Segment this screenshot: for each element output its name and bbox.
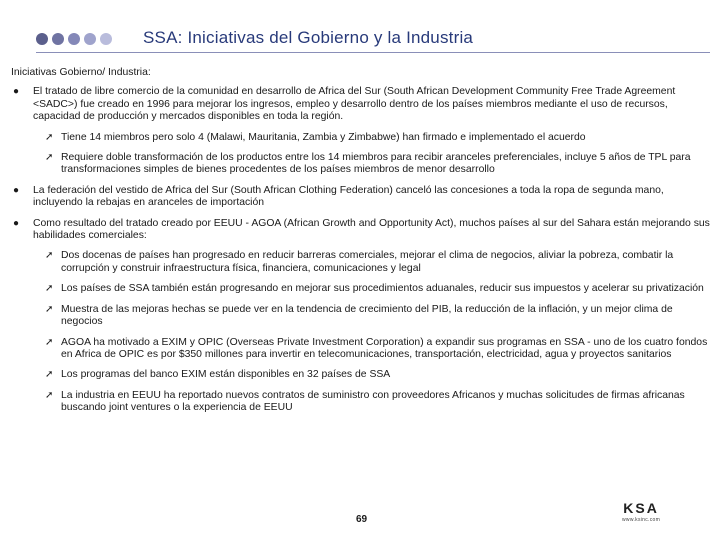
dot-icon xyxy=(36,33,48,45)
page-number: 69 xyxy=(356,514,368,525)
sub-bullet-item xyxy=(11,369,711,381)
dot-icon xyxy=(84,33,96,45)
bullet-text: Como resultado del tratado creado por EEUU - AGOA (African Growth and Opportunity Act), muchos países al sur del Sahara están mejorando sus habilidades comerciales: xyxy=(33,217,710,242)
arrow-bullet-icon: ➚ xyxy=(45,369,54,381)
arrow-bullet-icon: ➚ xyxy=(45,283,54,295)
dot-icon xyxy=(68,33,80,45)
bullet-item xyxy=(11,86,711,123)
sub-bullet-text: La industria en EEUU ha reportado nuevos contratos de suministro con proveedores Africanos y muchas solicitudes de firmas africanas buscando joint ventures o la experiencia de EEUU xyxy=(61,389,685,414)
sub-bullet-text: Tiene 14 miembros pero solo 4 (Malawi, Mauritania, Zambia y Zimbabwe) han firmado e implementado el acuerdo xyxy=(61,131,586,143)
sub-bullet-item xyxy=(11,283,711,295)
arrow-bullet-icon: ➚ xyxy=(45,131,54,143)
bullet-icon: ● xyxy=(13,86,20,98)
arrow-bullet-icon: ➚ xyxy=(45,250,54,262)
arrow-bullet-icon: ➚ xyxy=(45,336,54,348)
dot-icon xyxy=(100,33,112,45)
sub-bullet-item xyxy=(11,304,711,329)
sub-bullet-text: Muestra de las mejoras hechas se puede ver en la tendencia de crecimiento del PIB, la reducción de la inflación, y un mejor clima de negocios xyxy=(61,303,673,328)
sub-bullet-text: Los programas del banco EXIM están disponibles en 32 países de SSA xyxy=(61,369,391,381)
section-heading: Iniciativas Gobierno/ Industria: xyxy=(11,67,151,78)
company-logo xyxy=(622,500,660,523)
arrow-bullet-icon: ➚ xyxy=(45,303,54,315)
sub-bullet-item xyxy=(11,250,711,275)
slide-content xyxy=(11,67,711,423)
sub-bullet-item xyxy=(11,132,711,144)
sub-bullet-text: Dos docenas de países han progresado en reducir barreras comerciales, mejorar el clima de negocios, aliviar la pobreza, combatir la corrupción y construir infraestructura física, financiera, comunicaciones y legal xyxy=(61,250,674,274)
logo-subtitle: www.ksinc.com xyxy=(622,517,661,523)
bullet-text: El tratado de libre comercio de la comunidad en desarrollo de Africa del Sur (South African Development Community Free Trade Agreement <SADC>) fue creado en 1996 para mejorar los ingresos, empleo y desarrollo dentro de los países miembros mediante el uso de recursos, capacidad de producción y mercados disponibles en toda la región. xyxy=(33,86,676,123)
bullet-icon: ● xyxy=(13,217,20,229)
logo-text: KSA xyxy=(623,500,659,516)
bullet-text: La federación del vestido de Africa del Sur (South African Clothing Federation) canceló las concesiones a toda la ropa de segunda mano, incluyendo la rebajas en aranceles de importación xyxy=(33,184,664,209)
title-divider xyxy=(36,52,710,53)
sub-bullet-item xyxy=(11,152,711,177)
bullet-item xyxy=(11,218,711,243)
sub-bullet-text: AGOA ha motivado a EXIM y OPIC (Overseas Private Investment Corporation) a expandir sus programas en SSA - uno de los cuatro fondos en Africa de OPIC es por $350 millones para invertir en telecomunicaciones, transportación, electricidad, agua y proyectos sanitarios xyxy=(61,336,708,360)
sub-bullet-text: Los países de SSA también están progresando en mejorar sus procedimientos aduanales, reducir sus impuestos y acelerar su privatización xyxy=(61,283,704,295)
sub-bullet-item xyxy=(11,390,711,415)
sub-bullet-text: Requiere doble transformación de los productos entre los 14 miembros para recibir aranceles preferenciales, incluye 5 años de TPL para transformaciones simples de bienes procedentes de los países miembros de menor desarrollo xyxy=(61,152,691,176)
arrow-bullet-icon: ➚ xyxy=(45,152,54,164)
dot-icon xyxy=(52,33,64,45)
decorative-dots xyxy=(36,33,112,45)
bullet-item xyxy=(11,185,711,210)
page-title: SSA: Iniciativas del Gobierno y la Industria xyxy=(143,28,474,47)
arrow-bullet-icon: ➚ xyxy=(45,389,54,401)
bullet-icon: ● xyxy=(13,184,20,196)
sub-bullet-item xyxy=(11,337,711,362)
